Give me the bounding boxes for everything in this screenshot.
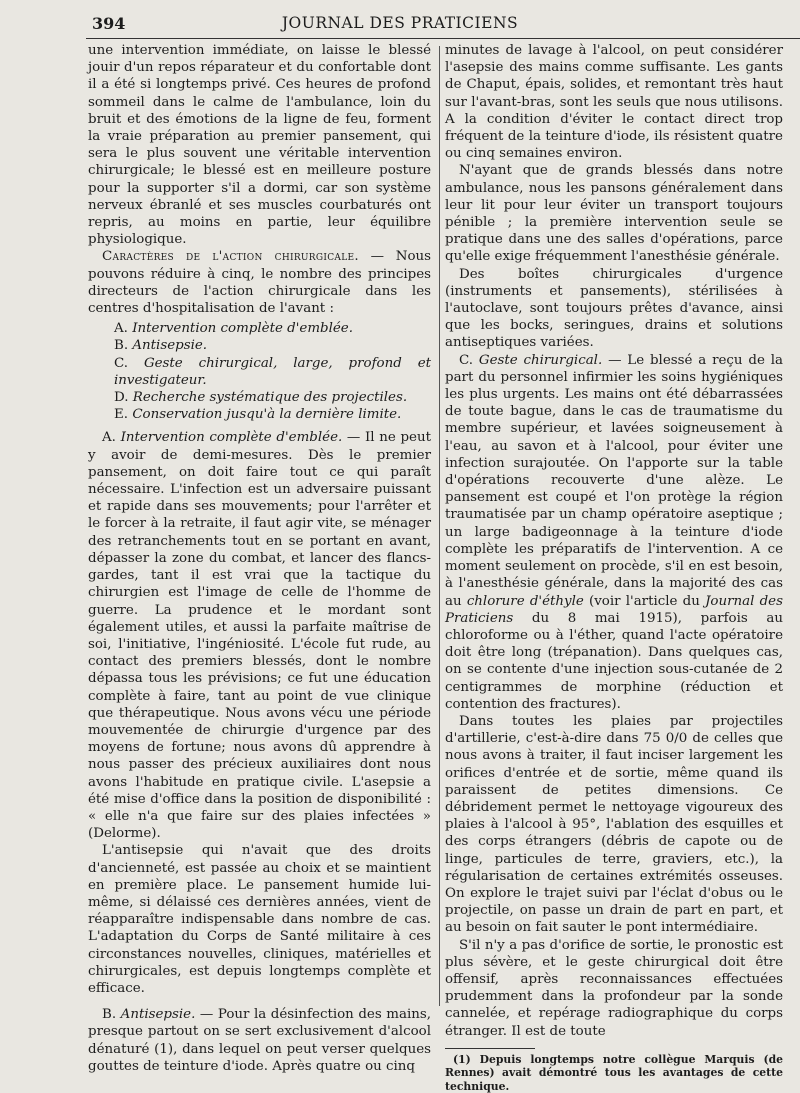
paragraph: C. Geste chirurgical. — Le blessé a reçu de la part du personnel infirmier les soins hygiéniques les plus urgents. Les mains ont été débarrassées de toute bague, dans le cas de traumatisme du membre supérieur, et lavées soigneusement à l'eau, au savon et à l'alcool, pour éviter une infection surajoutée. On l'apporte sur la table d'opérations recouverte d'une alèze. Le pansement est coupé et l'on protège la région traumatisée par un champ opératoire aseptique ; un large badigeonnage à la teinture d'iode complète les préparatifs de l'intervention. A ce moment seulement on procède, s'il en est besoin, à l'anesthésie générale, dans la majorité des cas au chlorure d'éthyle (voir l'article du Journal des Praticiens du 8 mai 1915), parfois au chloroforme ou à l'éther, quand l'acte opératoire doit être long (trépanation). Dans quelques cas, on se contente d'une injection sous-cutanée de 2 centigrammes de morphine (réduction et contention des fractures). [445, 352, 783, 712]
page-header [0, 14, 800, 40]
paragraph: N'ayant que de grands blessés dans notre ambulance, nous les pansons généralement dans leur lit pour leur éviter un transport toujours pénible ; la première intervention seule se pratique dans une des salles d'opérations, parce qu'elle exige fréquemment l'anesthésie générale. [445, 163, 783, 265]
paragraph: B. Antisepsie. — Pour la désinfection des mains, presque partout on se sert exclusivement d'alcool dénaturé (1), dans lequel on peut verser quelques gouttes de teinture d'iode. Après quatre ou cinq [88, 1007, 431, 1074]
spacer [88, 997, 431, 1006]
running-title: JOURNAL DES PRATICIENS [281, 14, 519, 32]
paragraph: une intervention immédiate, on laisse le blessé jouir d'un repos réparateur et du confortable dont il a été si longtemps privé. Ces heures de profond sommeil dans le calme de l'ambulance, loin du bruit et des émotions de la ligne de feu, forment la vraie préparation au premier pansement, qui sera le plus souvent une véritable intervention chirurgicale; le blessé est en meilleure posture pour la supporter s'il a dormi, car son système nerveux ébranlé et ses muscles courbaturés ont repris, au moins en partie, leur équilibre physiologique. [88, 43, 431, 248]
list-item: C. Geste chirurgical, large, profond et investigateur. [114, 355, 431, 388]
principles-list [88, 320, 431, 423]
subsection-title: Intervention complète d'emblée. [120, 430, 343, 446]
subsection-title: Antisepsie. [120, 1007, 196, 1023]
paragraph: S'il n'y a pas d'orifice de sortie, le pronostic est plus sévère, et le geste chirurgical doit être offensif, après reconnaissances effectuées prudemment dans la profondeur par la sonde cannelée, et repérage radiographique du corps étranger. Il est de toute [445, 937, 783, 1039]
header-rule [86, 38, 800, 39]
left-column [88, 42, 431, 1075]
footnote: (1) Depuis longtemps notre collègue Marquis (de Rennes) avait démontré tous les avantages de cette technique. [445, 1052, 783, 1093]
page-number: 394 [92, 14, 126, 33]
right-column [445, 42, 783, 1093]
list-item: D. Recherche systématique des projectiles. [114, 390, 408, 406]
subsection-title: Geste chirurgical. [478, 352, 603, 368]
column-divider [439, 46, 440, 1006]
paragraph: A. Intervention complète d'emblée. — Il ne peut y avoir de demi-mesures. Dès le premier pansement, on doit faire tout ce qui paraît nécessaire. L'infection est un adversaire puissant et rapide dans ses mouvements; pour l'arrêter et le forcer à la retraite, il faut agir vite, se ménager des retranchements tout en se portant en avant, dépasser la zone du combat, et lancer des flancs-gardes, tant il est vrai que la tactique du chirurgien est l'image de celle de l'homme de guerre. La prudence et le mordant sont également utiles, et aussi la parfaite maîtrise de soi, l'initiative, l'ingéniosité. L'école fut rude, au contact des premiers blessés, dont le nombre dépassa tous les prévisions; ce fut une éducation complète à faire, tant au point de vue clinique que thérapeutique. Nous avons vécu une période mouvementée de chirurgie d'urgence par des moyens de fortune; nous avons dû apprendre à nous passer des précieux auxiliaires dont nous avons l'habitude en pratique civile. L'asepsie a été mise d'office dans la position de disponibilité : « elle n'a que faire sur des plaies infectées » (Delorme). [88, 430, 431, 842]
list-item: E. Conservation jusqu'à la dernière limite. [114, 407, 402, 423]
paragraph: L'antisepsie qui n'avait que des droits d'ancienneté, est passée au choix et se maintient en première place. Le pansement humide lui-même, si délaissé ces dernières années, vient de réapparaître indispensable dans nombre de cas. L'adaptation du Corps de Santé militaire à ces circonstances nouvelles, cliniques, matérielles et chirurgicales, est depuis longtemps complète et efficace. [88, 843, 431, 996]
paragraph: Caractères de l'action chirurgicale. — Nous pouvons réduire à cinq, le nombre des principes directeurs de l'action chirurgicale dans les centres d'hospitalisation de l'avant : [88, 249, 432, 317]
list-item: A. Intervention complète d'emblée. [114, 321, 353, 337]
paragraph: minutes de lavage à l'alcool, on peut considérer l'asepsie des mains comme suffisante. Les gants de Chaput, épais, solides, et remontant très haut sur l'avant-bras, sont les seuls que nous utilisons. A la condition d'éviter le contact direct trop fréquent de la teinture d'iode, ils résistent quatre ou cinq semaines environ. [445, 43, 783, 162]
paragraph: Dans toutes les plaies par projectiles d'artillerie, c'est-à-dire dans 75 0/0 de celles que nous avons à traiter, il faut inciser largement les orifices d'entrée et de sortie, même quand ils paraissent de petites dimensions. Ce débridement permet le nettoyage vigoureux des plaies à l'alcool à 95°, l'ablation des esquilles et des corps étrangers (débris de capote ou de linge, particules de terre, graviers, etc.), la régularisation de certaines extrémités osseuses. On explore le trajet suivi par l'éclat d'obus ou le projectile, on passe un drain de part en part, et au besoin on fait sauter le pont intermédiaire. [445, 713, 783, 936]
list-item: B. Antisepsie. [114, 338, 208, 354]
paragraph: Des boîtes chirurgicales d'urgence (instruments et pansements), stérilisées à l'autoclave, sont toujours prêtes d'avance, ainsi que les bocks, seringues, drains et solutions antiseptiques variées. [445, 266, 783, 351]
footnote-rule [445, 1048, 535, 1049]
section-heading: Caractères de l'action chirurgicale. [102, 249, 359, 265]
